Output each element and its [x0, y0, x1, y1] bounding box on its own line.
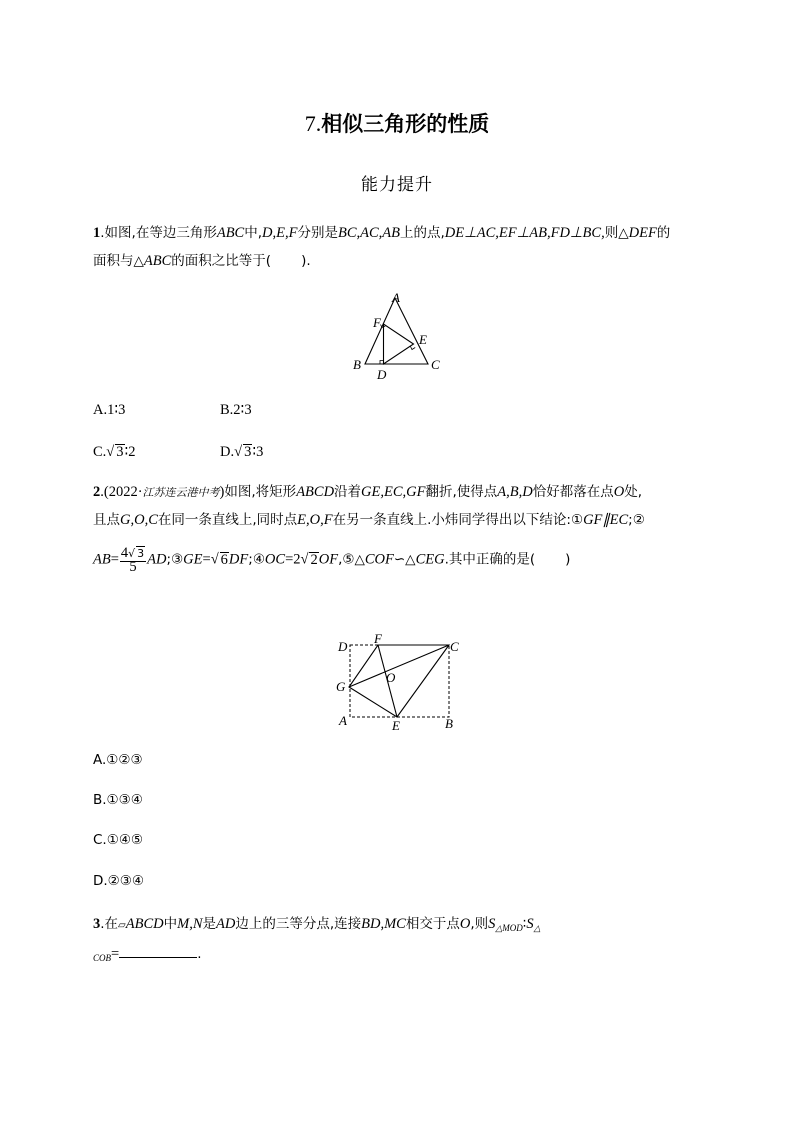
label-d: D — [377, 367, 387, 382]
fraction: $\frac{4√ 3}{5}$ — [120, 545, 145, 575]
q1-figure — [340, 285, 450, 385]
q1-option-d[interactable]: D.√ 3∶3 — [220, 444, 264, 460]
q2-source: 江苏连云港中考 — [142, 486, 220, 499]
q1-line2: 面积与△ABC的面积之比等于( ). — [93, 253, 311, 269]
label-g: G — [336, 679, 346, 694]
q3-line1: 3.在▱ABCD中M,N是AD边上的三等分点,连接BD,MC相交于点O,则$S_{\triangle MOD}∶S_\triangle$ — [93, 916, 541, 933]
label-c: C — [431, 357, 440, 372]
q2-option-c[interactable]: C.①④⑤ — [93, 832, 144, 848]
triangle-abc — [365, 298, 428, 364]
q1-option-b[interactable]: B.2∶3 — [220, 402, 252, 418]
section-subtitle: 能力提升 — [361, 175, 433, 195]
q3-line2: $_{COB}$= . — [93, 946, 202, 963]
label-b: B — [353, 357, 361, 372]
q2-option-d[interactable]: D.②③④ — [93, 873, 144, 889]
q2-line3: AB= $\frac{4√ 3}{5}$ AD;③GE=√ 6DF;④OC=2√ 2OF,⑤△COF∽△CEG.其中正确的是( ) — [93, 545, 571, 575]
answer-blank[interactable] — [119, 945, 197, 958]
q1-option-a[interactable]: A.1∶3 — [93, 402, 126, 418]
q1-line1: 1.如图,在等边三角形ABC中,D,E,F分别是BC,AC,AB上的点,DE⊥AC,EF⊥AB,FD⊥BC,则△DEF的 — [93, 225, 671, 241]
q2-figure — [330, 630, 470, 740]
q2-option-a[interactable]: A.①②③ — [93, 752, 143, 768]
label-c: C — [450, 639, 459, 654]
rectangle-abcd — [350, 645, 449, 717]
q2-option-b[interactable]: B.①③④ — [93, 792, 143, 808]
label-d: D — [338, 639, 348, 654]
right-angle-e — [411, 347, 416, 350]
label-f: F — [374, 631, 382, 646]
label-a: A — [392, 290, 400, 305]
label-e: E — [419, 332, 427, 347]
label-o: O — [386, 670, 396, 685]
page-title: 7.相似三角形的性质 — [304, 111, 490, 136]
label-e: E — [392, 718, 400, 733]
q2-line2: 且点G,O,C在同一条直线上,同时点E,O,F在另一条直线上.小炜同学得出以下结论:①GF∥EC;② — [93, 512, 645, 528]
q2-line1: 2.(2022·江苏连云港中考)如图,将矩形ABCD沿着GE,EC,GF翻折,使得点A,B,D恰好都落在点O处, — [93, 484, 642, 500]
triangle-def — [384, 324, 414, 364]
label-a: A — [339, 713, 347, 728]
label-b: B — [445, 716, 453, 731]
q1-option-c[interactable]: C.√ 3∶2 — [93, 444, 136, 460]
label-f: F — [373, 315, 381, 330]
